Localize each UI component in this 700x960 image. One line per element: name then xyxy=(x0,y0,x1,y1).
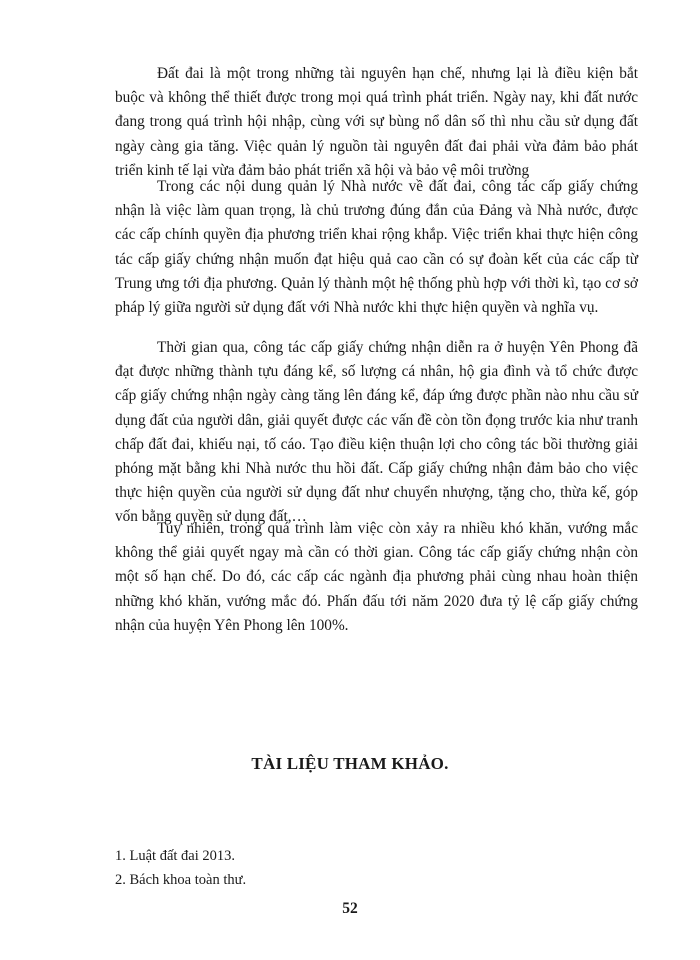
page-number: 52 xyxy=(342,900,358,917)
references-heading: TÀI LIỆU THAM KHẢO. xyxy=(251,754,449,773)
body-paragraph-1: Đất đai là một trong những tài nguyên hạn chế, nhưng lại là điều kiện bắt buộc và không thể thiết được trong mọi quá trình phát triển. Ngày nay, khi đất nước đang trong quá trình hội nhập, cùng với sự bùng nổ dân số thì nhu cầu sử dụng đất ngày càng gia tăng. Việc quản lý nguồn tài nguyên đất đai phải vừa đảm bảo phát triển kinh tế lại vừa đảm bảo phát triển xã hội và bảo vệ môi trường xyxy=(115,65,638,179)
body-paragraph-3: Thời gian qua, công tác cấp giấy chứng nhận diễn ra ở huyện Yên Phong đã đạt được những thành tựu đáng kể, số lượng cá nhân, hộ gia đình và tổ chức được cấp giấy chứng nhận ngày càng tăng lên đáng kể, đáp ứng được phần nào nhu cầu sử dụng đất của người dân, giải quyết được các vấn đề còn tồn đọng trước kia như tranh chấp đất đai, khiếu nại, tố cáo. Tạo điều kiện thuận lợi cho công tác bồi thường giải phóng mặt bằng khi Nhà nước thu hồi đất. Cấp giấy chứng nhận đảm bảo cho việc thực hiện quyền của người sử dụng đất như chuyển nhượng, tặng cho, thừa kế, góp vốn bằng quyền sử dụng đất,… xyxy=(115,339,638,526)
reference-item-2: 2. Bách khoa toàn thư. xyxy=(115,871,247,888)
reference-item-1: 1. Luật đất đai 2013. xyxy=(115,848,236,864)
body-paragraph-4: Tuy nhiên, trong quá trình làm việc còn xảy ra nhiều khó khăn, vướng mắc không thể giải quyết ngay mà cần có thời gian. Công tác cấp giấy chứng nhận còn một số hạn chế. Do đó, các cấp các ngành địa phương phải cùng nhau hoàn thiện những khó khăn, vướng mắc đó. Phấn đấu tới năm 2020 đưa tỷ lệ cấp giấy chứng nhận của huyện Yên Phong lên 100%. xyxy=(115,520,638,634)
references-list xyxy=(115,845,246,892)
body-paragraph-2: Trong các nội dung quản lý Nhà nước về đất đai, công tác cấp giấy chứng nhận là việc làm quan trọng, là chủ trương đúng đắn của Đảng và Nhà nước, được các cấp chính quyền địa phương triển khai rộng khắp. Việc triển khai thực hiện công tác cấp giấy chứng nhận muốn đạt hiệu quả cao cần có sự đoàn kết của các cấp từ Trung ưng tới địa phương. Quản lý thành một hệ thống phù hợp với thời kì, tạo cơ sở pháp lý giữa người sử dụng đất với Nhà nước khi thực hiện quyền và nghĩa vụ. xyxy=(115,178,638,317)
